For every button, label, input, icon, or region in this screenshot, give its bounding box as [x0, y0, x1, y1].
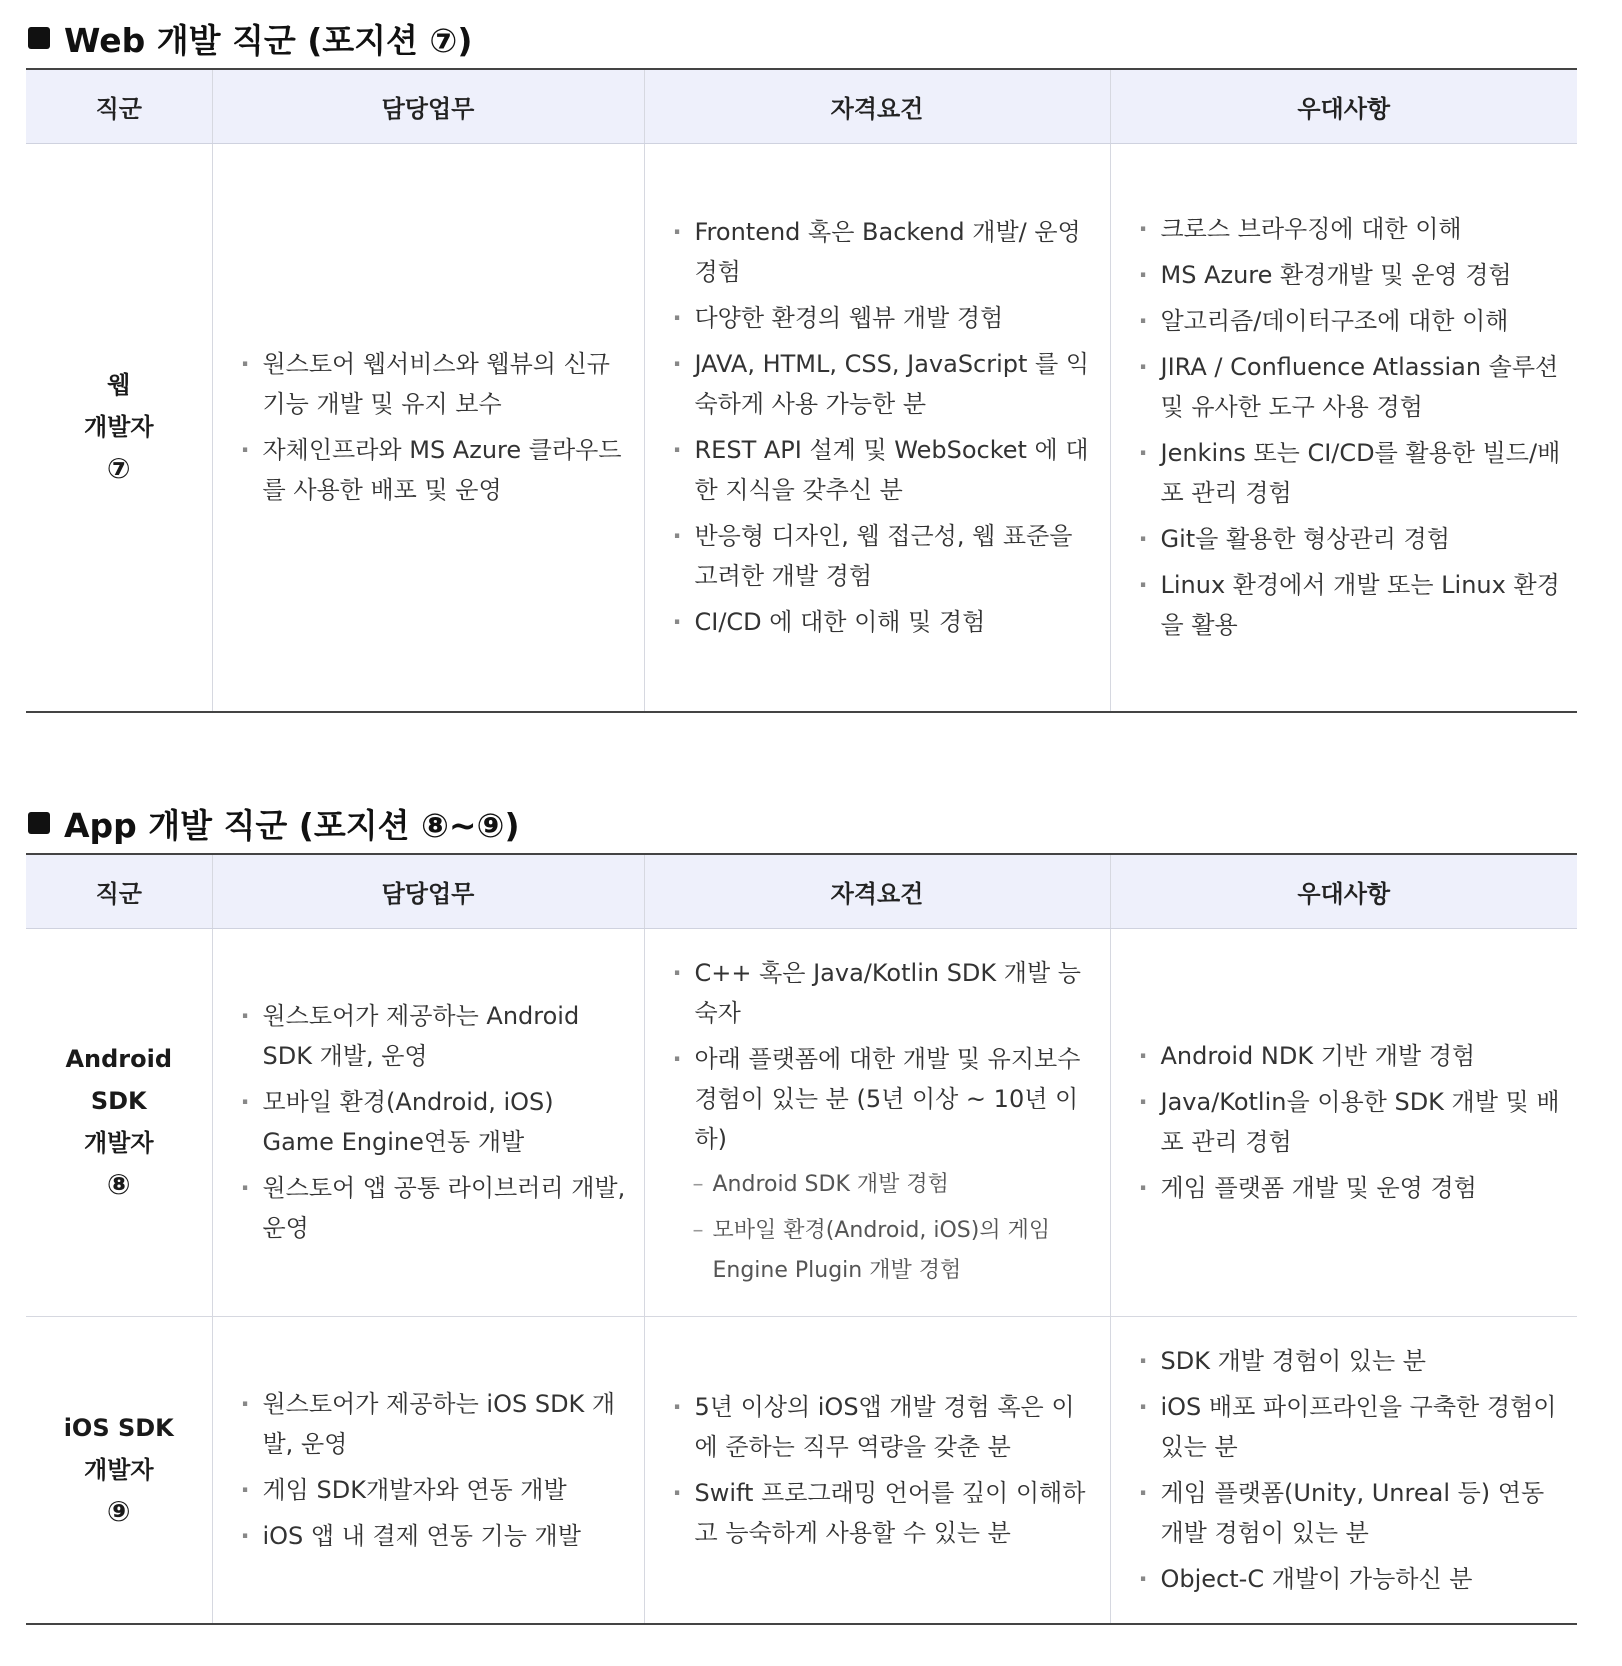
list-item: · 게임 SDK개발자와 연동 개발 [241, 1470, 630, 1510]
list-item: · 반응형 디자인, 웹 접근성, 웹 표준을 고려한 개발 경험 [673, 516, 1096, 596]
role-name: 개발자 [83, 1455, 154, 1484]
table-header-row [26, 69, 1577, 143]
header-requirements: 자격요건 [644, 69, 1110, 143]
list-item: · REST API 설계 및 WebSocket 에 대한 지식을 갖추신 분 [673, 430, 1096, 510]
list-item: · Git을 활용한 형상관리 경험 [1139, 519, 1564, 559]
header-requirements: 자격요건 [644, 854, 1110, 928]
role-name: 개발자 [83, 413, 154, 442]
web-section-title-text: Web 개발 직군 (포지션 ⑦) [64, 20, 473, 60]
app-jobs-table [26, 853, 1577, 1625]
role-name: iOS SDK [63, 1413, 174, 1442]
role-cell [26, 1316, 212, 1624]
position-number: ⑦ [106, 452, 131, 486]
table-row [26, 928, 1577, 1316]
list-item: · 원스토어가 제공하는 Android SDK 개발, 운영 [241, 996, 630, 1076]
list-item: · 게임 플랫폼(Unity, Unreal 등) 연동 개발 경험이 있는 분 [1139, 1473, 1564, 1553]
list-item: · C++ 혹은 Java/Kotlin SDK 개발 능숙자 [673, 953, 1096, 1033]
app-section-title-text: App 개발 직군 (포지션 ⑧~⑨) [64, 805, 520, 845]
list-item: · 원스토어 앱 공통 라이브러리 개발, 운영 [241, 1168, 630, 1248]
role-name: SDK [90, 1087, 147, 1115]
duties-cell [212, 928, 644, 1316]
square-bullet-icon [28, 812, 50, 834]
sub-list-item: – 모바일 환경(Android, iOS)의 게임 Engine Plugin 개발 경험 [673, 1211, 1096, 1291]
list-item: · Android NDK 기반 개발 경험 [1139, 1036, 1564, 1076]
table-row [26, 1316, 1577, 1624]
list-item: · iOS 배포 파이프라인을 구축한 경험이 있는 분 [1139, 1387, 1564, 1467]
app-section-title [28, 801, 520, 845]
role-name: 개발자 [83, 1129, 154, 1157]
header-duties: 담당업무 [212, 69, 644, 143]
requirements-cell [644, 928, 1110, 1316]
list-item: · Frontend 혹은 Backend 개발/ 운영 경험 [673, 212, 1096, 292]
list-item: · Object-C 개발이 가능하신 분 [1139, 1559, 1564, 1599]
list-item: · 원스토어가 제공하는 iOS SDK 개발, 운영 [241, 1384, 630, 1464]
preferred-cell [1110, 1316, 1577, 1624]
role-cell [26, 143, 212, 712]
list-item: · Linux 환경에서 개발 또는 Linux 환경을 활용 [1139, 565, 1564, 645]
position-number: ⑨ [106, 1494, 131, 1528]
header-duties: 담당업무 [212, 854, 644, 928]
list-item: · 다양한 환경의 웹뷰 개발 경험 [673, 298, 1096, 338]
list-item: · Swift 프로그래밍 언어를 깊이 이해하고 능숙하게 사용할 수 있는 분 [673, 1473, 1096, 1553]
table-row [26, 143, 1577, 712]
sub-list-item: – Android SDK 개발 경험 [673, 1165, 1096, 1205]
role-name: 웹 [107, 371, 131, 400]
list-item: · Java/Kotlin을 이용한 SDK 개발 및 배포 관리 경험 [1139, 1082, 1564, 1162]
list-item: · 자체인프라와 MS Azure 클라우드를 사용한 배포 및 운영 [241, 430, 630, 510]
web-jobs-table [26, 68, 1577, 713]
header-role: 직군 [26, 854, 212, 928]
list-item: · 원스토어 웹서비스와 웹뷰의 신규 기능 개발 및 유지 보수 [241, 344, 630, 424]
duties-cell [212, 143, 644, 712]
list-item: · 아래 플랫폼에 대한 개발 및 유지보수 경험이 있는 분 (5년 이상 ~ 10년 이하) [673, 1039, 1096, 1159]
list-item: · JIRA / Confluence Atlassian 솔루션 및 유사한 도구 사용 경험 [1139, 347, 1564, 427]
table-header-row [26, 854, 1577, 928]
role-cell [26, 928, 212, 1316]
preferred-cell [1110, 928, 1577, 1316]
header-preferred: 우대사항 [1110, 854, 1577, 928]
requirements-cell [644, 1316, 1110, 1624]
header-preferred: 우대사항 [1110, 69, 1577, 143]
web-section-title [28, 16, 472, 60]
list-item: · iOS 앱 내 결제 연동 기능 개발 [241, 1516, 630, 1556]
duties-cell [212, 1316, 644, 1624]
position-number: ⑧ [106, 1168, 131, 1201]
list-item: · CI/CD 에 대한 이해 및 경험 [673, 602, 1096, 642]
list-item: · JAVA, HTML, CSS, JavaScript 를 익숙하게 사용 가능한 분 [673, 344, 1096, 424]
list-item: · 알고리즘/데이터구조에 대한 이해 [1139, 301, 1564, 341]
header-role: 직군 [26, 69, 212, 143]
list-item: · MS Azure 환경개발 및 운영 경험 [1139, 255, 1564, 295]
list-item: · 모바일 환경(Android, iOS) Game Engine연동 개발 [241, 1082, 630, 1162]
requirements-cell [644, 143, 1110, 712]
square-bullet-icon [28, 27, 50, 49]
list-item: · 게임 플랫폼 개발 및 운영 경험 [1139, 1168, 1564, 1208]
list-item: · SDK 개발 경험이 있는 분 [1139, 1341, 1564, 1381]
list-item: · Jenkins 또는 CI/CD를 활용한 빌드/배포 관리 경험 [1139, 433, 1564, 513]
role-name: Android [65, 1045, 173, 1073]
preferred-cell [1110, 143, 1577, 712]
list-item: · 5년 이상의 iOS앱 개발 경험 혹은 이에 준하는 직무 역량을 갖춘 분 [673, 1387, 1096, 1467]
list-item: · 크로스 브라우징에 대한 이해 [1139, 209, 1564, 249]
